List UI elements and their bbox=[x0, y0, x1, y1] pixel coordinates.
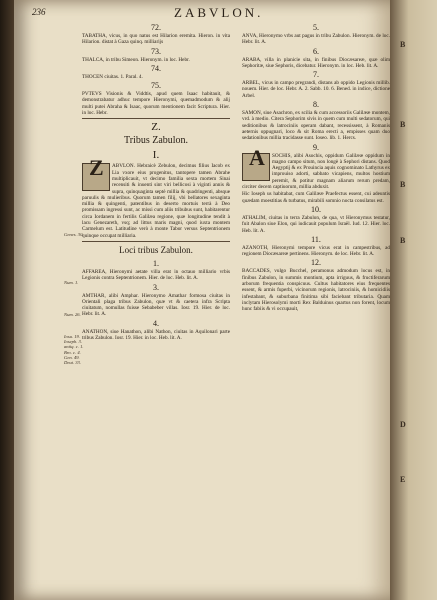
entry-number: 75. bbox=[151, 81, 161, 91]
entry-text: SAMON, siue Asachron, ex scilia & cum accessoriis Galilææ montem, vrd. à medio. Citera Sephorim sivis in quem cum multi sedatorum, qui seditionibus & latrociniis operam dabant, recessissent, à Romanis aeternis oppugnari, loco & sit Roma erecti a, empisses quam duo sedationibus millia tracidasse sunt. Ioseo. lib. 1. Hercs. bbox=[242, 110, 390, 142]
running-header bbox=[14, 5, 390, 21]
page-title: ZABVLON. bbox=[174, 5, 264, 20]
entry-number: 7. bbox=[313, 70, 319, 80]
facing-page-fragment: B bbox=[400, 40, 406, 49]
entry-text: ABVLON. Hebraicè Zebulon, decimus filius Iacob ex Lia vxore eius progenitus, tantopere tamen Abrahe multiplicauit, vt decimo familia sexta mortem Sinai recensiti & inuenti sint viri bellicosi à viginti annis & supra, quinquaginta septè millia & quadringenti, absque paruulis & mulieribus. Quorum tamen filij, vbi bellatores sexaginta millia & quingenti, patentibus in deserto mortuis terrà à Deo promissam ingressi sunt, ac missi cum aliis tribubus sunt, habitarentur circa Iordanem in fertilis Galilæa regione, quæ longitudine tendit à lacu Genezareth, vsq; ad littus maris magni, quod iuxta montem Carmelum est. Latitudine verò à monte Tabor versus Septentrionem quinque occupat milliaria. bbox=[82, 163, 230, 239]
entry-with-initial bbox=[242, 144, 390, 191]
facing-page-edge bbox=[390, 0, 437, 600]
divider-rule bbox=[82, 241, 230, 242]
entry-number: 5. bbox=[313, 23, 319, 32]
entry-text: AZANOTH, Hieronymi tempore vicus erat in campestribus, ad regionem Diocæsareæ pertinens. Hieronym. de loc. Hebr. lit. A. bbox=[242, 244, 390, 258]
entry-number: 6. bbox=[313, 46, 319, 56]
facing-page-fragment: B bbox=[400, 236, 406, 245]
entry-text: ANVA, Hieronymo vrbs aut pagus in tribu Zabulon. Hieronym. de loc. Hebr. lit. A. bbox=[242, 33, 390, 46]
section-heading: Tribus Zabulon. bbox=[123, 135, 189, 147]
left-column bbox=[82, 22, 230, 342]
entry-text: TABATHA, vicus, in quo natus est Hilarion eremita. Hieron. in vita Hilarion. distat à Gaza quinq. milliarijs bbox=[82, 33, 230, 46]
entry-text: ARABA, villa in planicie sita, in finibus Diocæsareæ, quæ olim Sephoritæ, siue Sephoris, dicebatur. Hieronym. in loc. Heb. lit. A. bbox=[242, 56, 390, 69]
entry-text: AFFAREA, Hieronymi aetate villa erat in octauo milliario vrbis Legionis contra Septentrionem. Hier. de loc. Heb. lit. A. bbox=[82, 268, 230, 282]
page-number: 236 bbox=[32, 7, 46, 17]
entry-number: 10. bbox=[311, 204, 321, 214]
entry-text: Hic Ioseph us habitabat, cum Galilææ Praefectus essent, cui adeuntis quædam moestitias & turbatus, mirabili somnio nocta consilatus est. bbox=[242, 191, 390, 204]
entry-text: SOCHIS, alibi Asochis, oppidum Galilææ oppidum in magno campo situm, non longè à Sephori distans. Quod Aegyptij & ex Prouincia aquis cognominato Lathyrus ex improuiso adorti, sabbato vicapiens, multos hostium peremit, & potitur magnam aliarum rerum predam, circiter decem captiuorum, millia abduxit. bbox=[242, 152, 390, 191]
entry-number: 8. bbox=[313, 100, 319, 110]
entry-text: AMTHAR, alibi Amphar. Hieronymo Amathar formosa ciuitas in Orientali plaga tribus Zabulon, quæ vt & caetera infra Scripta ciuitatum, nomullas fuisse Sebabeber villas. Iosr. 19. Hier. de loc. Hebr. lit. A. bbox=[82, 292, 230, 318]
entry-text: PVTEVS Visionis & Viddtis, apud quem Isaac habitauit, & demonstrabatur adhuc tempore Hieronymi, quemadmodum & alij multi putei Abraha & Isaac, quorum mentionem facit Scriptura. Hier. in loc. Hebr. bbox=[82, 91, 230, 117]
book-page bbox=[14, 0, 390, 600]
margin-note: Iosu. 19. Ioseph. 3. antiq. c. 1. Bro. c. 4. Gen. 49. Deut. 33. bbox=[64, 334, 84, 366]
margin-note: Num. 26. bbox=[64, 312, 81, 317]
section-numeral: I. bbox=[152, 149, 160, 162]
entry-number: 1. bbox=[153, 258, 159, 268]
entry-text: ANATHON, siue Hanathon, alibi Nathon, ciuitas in Aquilonari parte tribus Zabulon. Iosr. 19. Hier. in loc. Heb. lit. A. bbox=[82, 328, 230, 342]
entry-number: 12. bbox=[311, 258, 321, 268]
decorated-initial: A bbox=[242, 153, 270, 181]
entry-number: 74. bbox=[151, 63, 161, 73]
subsection-heading: Loci tribus Zabulon. bbox=[119, 244, 193, 255]
entry-text: THALCA, in tribu Simeon. Hieronym. in loc. Hebr. bbox=[82, 56, 190, 63]
margin-note: Genes. 30. bbox=[64, 232, 84, 237]
entry-text: ARBEL, vicus in campo pregrandi, distans ab oppido Legionis millib. nouem. Hier. de loc. Hebr. A. 2. Sabb. 10. 6. Bened. in indice, dictione Arbel. bbox=[242, 80, 390, 99]
section-numeral: Z. bbox=[151, 121, 161, 134]
entry-number: 3. bbox=[153, 282, 159, 292]
entry-number: 11. bbox=[311, 234, 321, 244]
book-spine bbox=[0, 0, 14, 600]
divider-rule bbox=[82, 118, 230, 119]
entry-text: THOCEN ciuitas. 1. Paral. 4. bbox=[82, 73, 143, 80]
entry-with-initial bbox=[82, 155, 230, 239]
facing-page-fragment: D bbox=[400, 420, 406, 429]
right-column bbox=[242, 22, 390, 314]
entry-number: 9. bbox=[313, 142, 319, 152]
entry-text: BACCADES, vulgo Bucchel, peramonus admodum locus est, in finibus Zabulon, in summis montium, apta irriguus, & fructiferarum arborum frequentia conspicuus. Cultus habitatores eius frequentes essent, & armis fuperbi, vicinorum regionis, latrociniis, & homicidiis infestabant, & suburbana finitima sibi faciebant tributaria. Quam inclytam Hierosolymi morti Rex Balduinus quartus non forent, locum hunc fabiis & vi occupauit, bbox=[242, 268, 390, 313]
entry-number: 72. bbox=[151, 23, 161, 32]
facing-page-fragment: E bbox=[400, 475, 406, 484]
decorated-initial: Z bbox=[82, 163, 110, 191]
margin-note: Num. 1. bbox=[64, 280, 79, 285]
entry-number: 73. bbox=[151, 46, 161, 56]
entry-number: 4. bbox=[153, 318, 159, 328]
facing-page-fragment: B bbox=[400, 120, 406, 129]
entry-text: ATHALIM, ciuitas in terra Zabulon, de qua, vt Hieronymus testatur, fuit Abalon siue Elon, qui iudicauit populum Israël. Iud. 12. Hier. loc. Heb. lit. A. bbox=[242, 214, 390, 234]
facing-page-fragment: B bbox=[400, 180, 406, 189]
